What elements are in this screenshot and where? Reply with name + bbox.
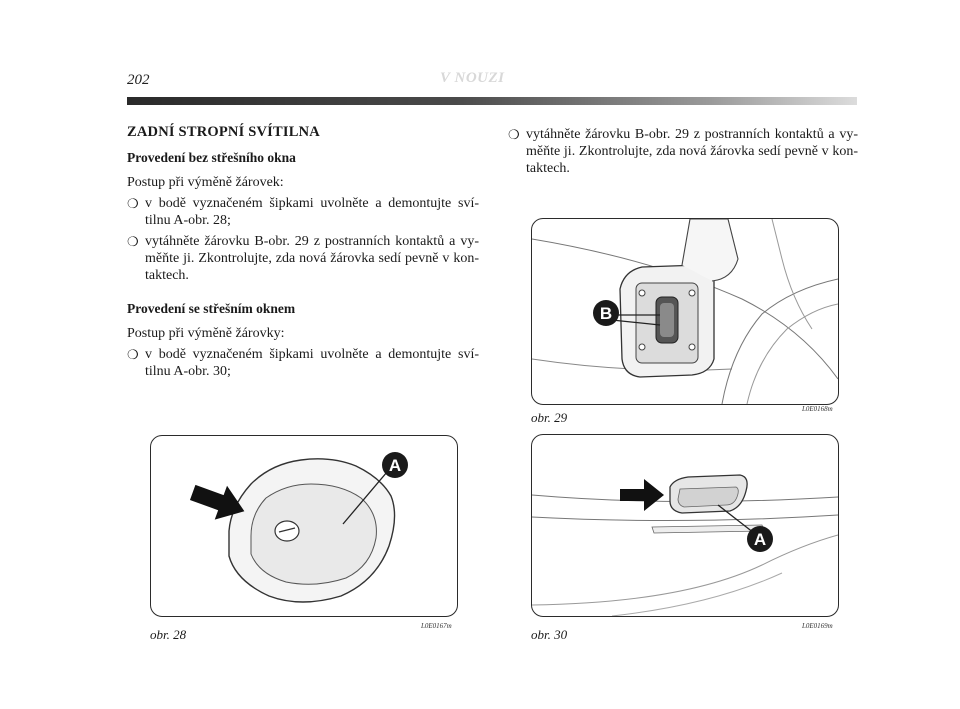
callout-a-label: A [388, 456, 402, 475]
arrow-icon [620, 479, 664, 511]
subheading-with-sunroof: Provedení se střešním oknem [127, 301, 296, 316]
list-item-text: vytáhněte žárovku B-obr. 29 z postranních kontaktů a vy-měňte ji. Zkontrolujte, zda nová žárovka sedí pevně v kon-taktech. [526, 127, 858, 176]
running-header-title: V NOUZI [440, 70, 505, 86]
procedure-intro: Postup při výměně žárovky: [127, 326, 285, 341]
bullet-icon: ❍ [127, 347, 139, 362]
figure-29 [531, 218, 839, 405]
bulb [656, 297, 678, 343]
right-column [508, 126, 858, 181]
figure-30-illustration [532, 435, 838, 616]
list-item-text: vytáhněte žárovku B-obr. 29 z postranních kontaktů a vy-měňte ji. Zkontrolujte, zda nová žárovka sedí pevně v kon-taktech. [145, 234, 479, 283]
lamp-lens [251, 484, 376, 584]
roof-lamp [670, 475, 747, 513]
callout-a-label: A [753, 530, 767, 549]
list-item-text: v bodě vyznačeném šipkami uvolněte a demontujte sví-tilnu A-obr. 30; [145, 347, 479, 379]
figure-28 [150, 435, 458, 617]
figure-28-caption: obr. 28 [150, 627, 187, 642]
left-column [127, 124, 479, 384]
figure-28-illustration [151, 436, 457, 616]
subheading-without-sunroof: Provedení bez střešního okna [127, 150, 296, 165]
release-notch [275, 521, 299, 541]
figure-30-caption: obr. 30 [531, 627, 568, 642]
list-item [127, 195, 479, 229]
list-item [508, 126, 858, 177]
header-rule [127, 97, 857, 105]
bullet-icon: ❍ [127, 234, 139, 249]
section-heading: ZADNÍ STROPNÍ SVÍTILNA [127, 124, 320, 140]
procedure-intro: Postup při výměně žárovek: [127, 175, 284, 190]
callout-b-label: B [599, 304, 613, 323]
bullet-icon: ❍ [508, 127, 520, 142]
figure-29-illustration [532, 219, 838, 404]
list-item [127, 346, 479, 380]
figure-30-code: L0E0169m [802, 622, 833, 630]
figure-30 [531, 434, 839, 617]
list-item [127, 233, 479, 284]
list-item-text: v bodě vyznačeném šipkami uvolněte a demontujte sví-tilnu A-obr. 28; [145, 196, 479, 228]
figure-29-code: L0E0168m [802, 405, 833, 413]
figure-29-caption: obr. 29 [531, 410, 568, 425]
bullet-icon: ❍ [127, 196, 139, 211]
page-number: 202 [127, 72, 150, 88]
figure-28-code: L0E0167m [421, 622, 452, 630]
